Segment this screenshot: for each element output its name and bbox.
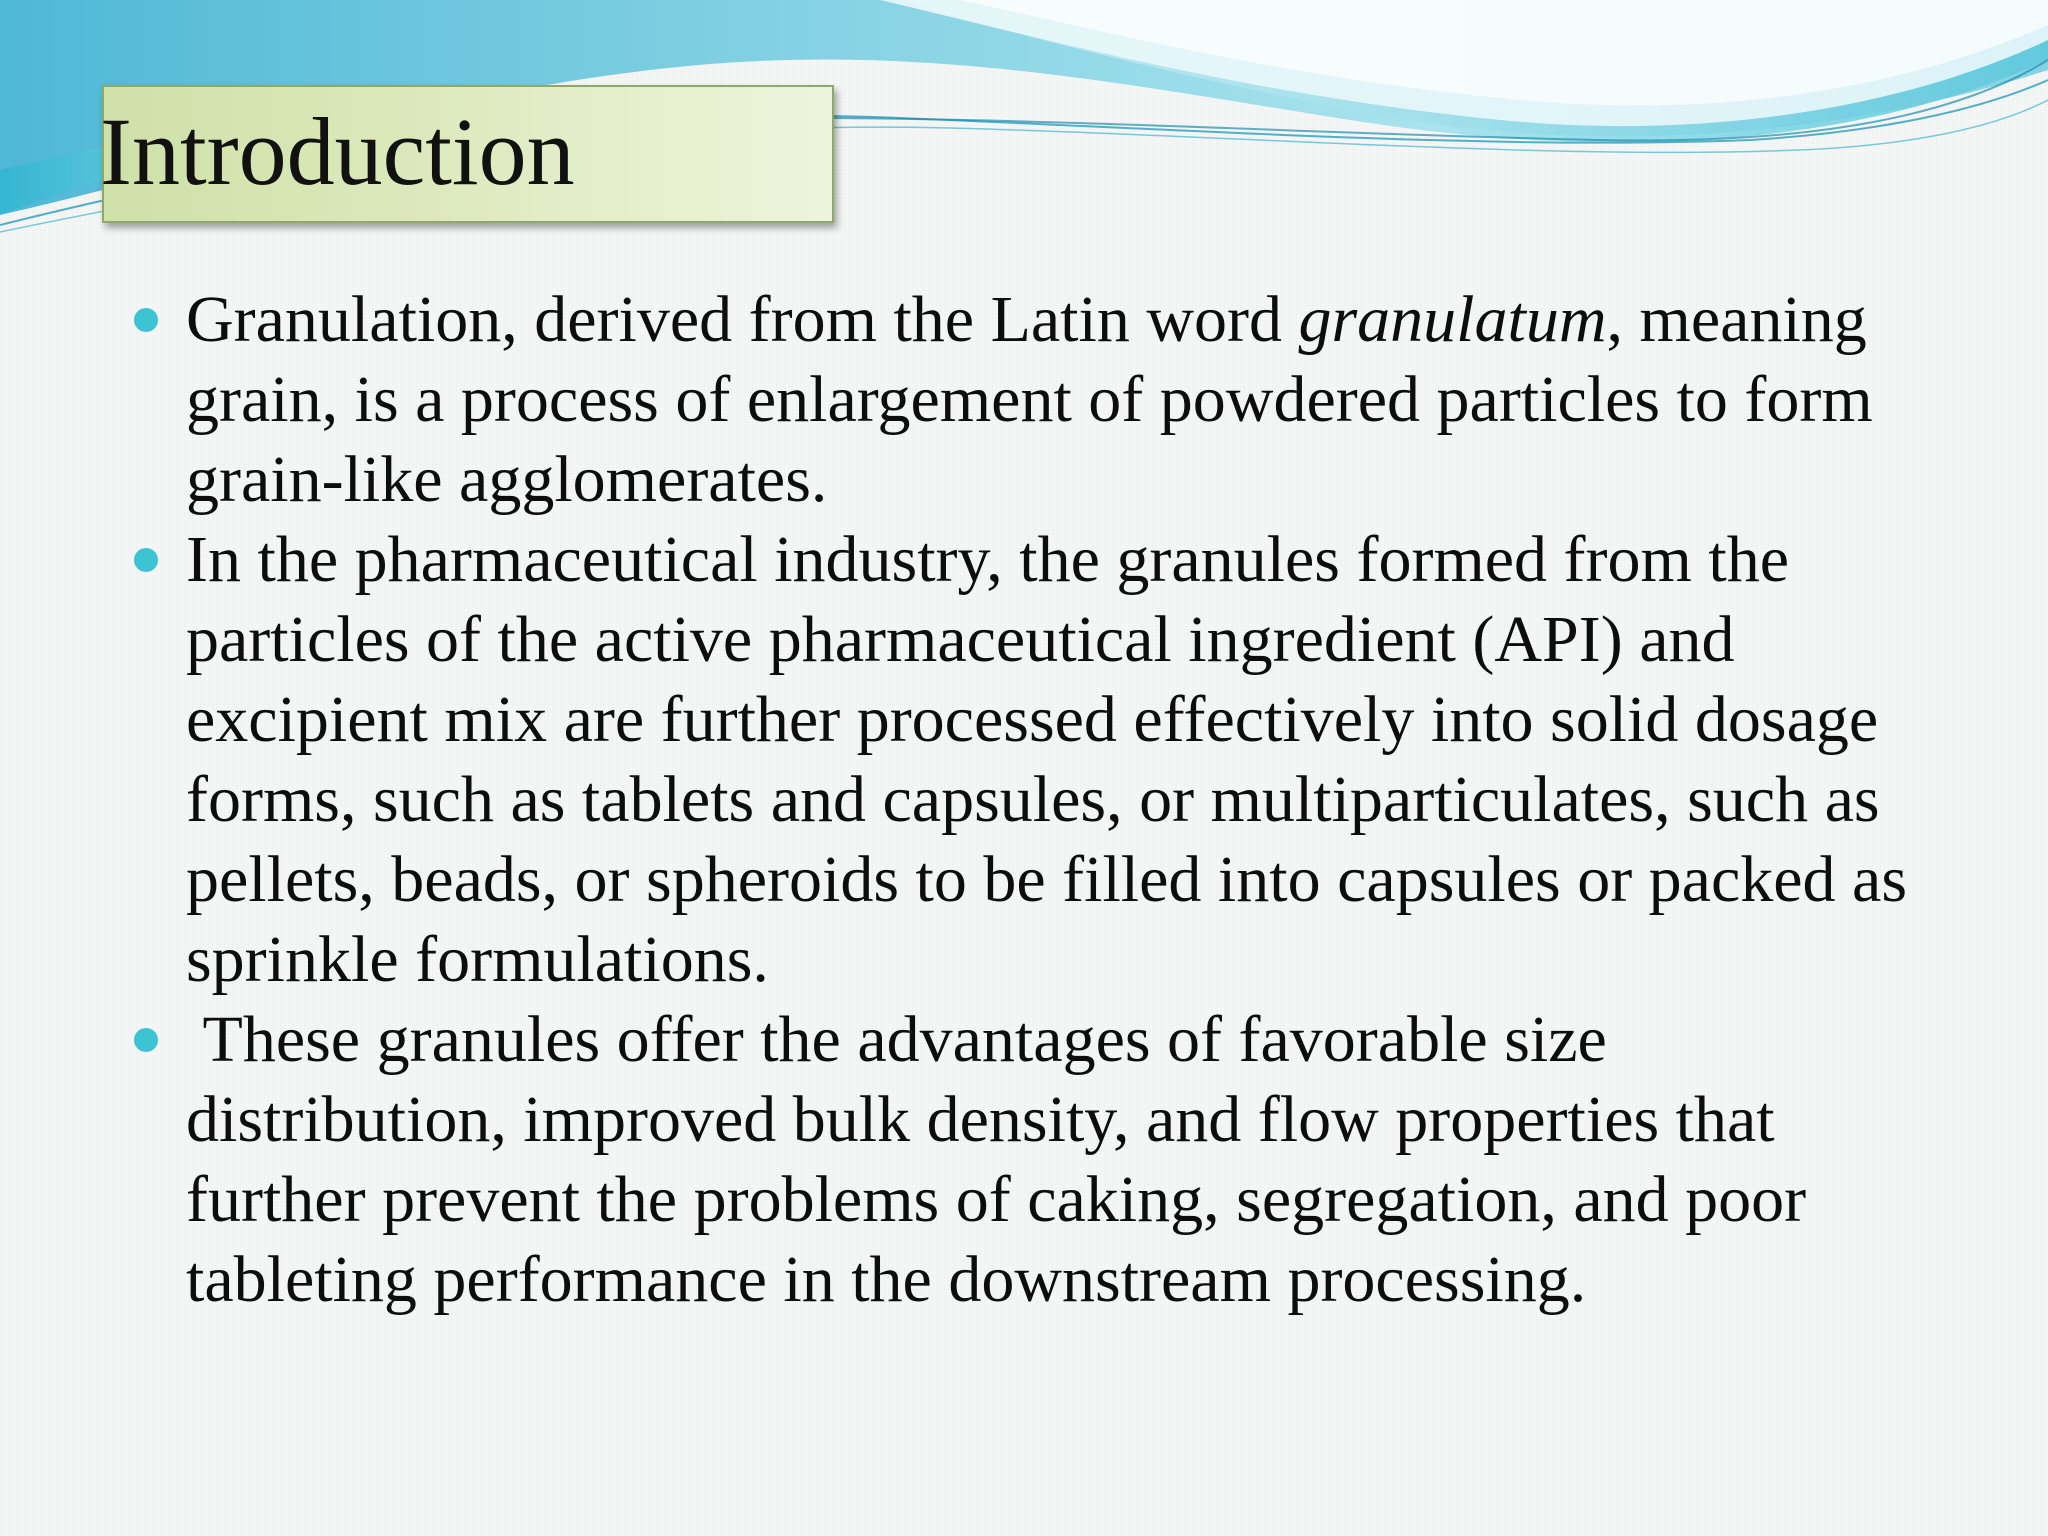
bullet-text: In the pharmaceutical industry, the granules formed from the particles of the active pharmaceutical ingredient (API) and excipient mix are further processed effectively into solid dosage forms, such as tablets and capsules, or multiparticulates, such as pellets, beads, or spheroids to be filled into capsules or packed as sprinkle formulations.: [186, 523, 1908, 996]
slide-title: Introduction: [100, 98, 575, 205]
bullet-text-italic: granulatum: [1298, 283, 1607, 356]
bullet-item-pharmaceutical: [130, 520, 1930, 1000]
bullet-text-after: , meaning grain, is a process of enlargement of powdered particles to form grain-like agglomerates.: [186, 283, 1873, 516]
bullet-item-advantages: [130, 1000, 1930, 1320]
bullet-dot-icon: [134, 548, 158, 572]
bullet-dot-icon: [134, 1028, 158, 1052]
bullet-text: These granules offer the advantages of favorable size distribution, improved bulk density, and flow properties that further prevent the problems of caking, segregation, and poor tableting performance in the downstream processing.: [186, 1003, 1823, 1316]
bullet-list: [130, 280, 1930, 1320]
bullet-text: [186, 280, 1930, 520]
bullet-item-granulation: [130, 280, 1930, 520]
bullet-dot-icon: [134, 308, 158, 332]
bullet-text-before: Granulation, derived from the Latin word: [186, 283, 1299, 356]
